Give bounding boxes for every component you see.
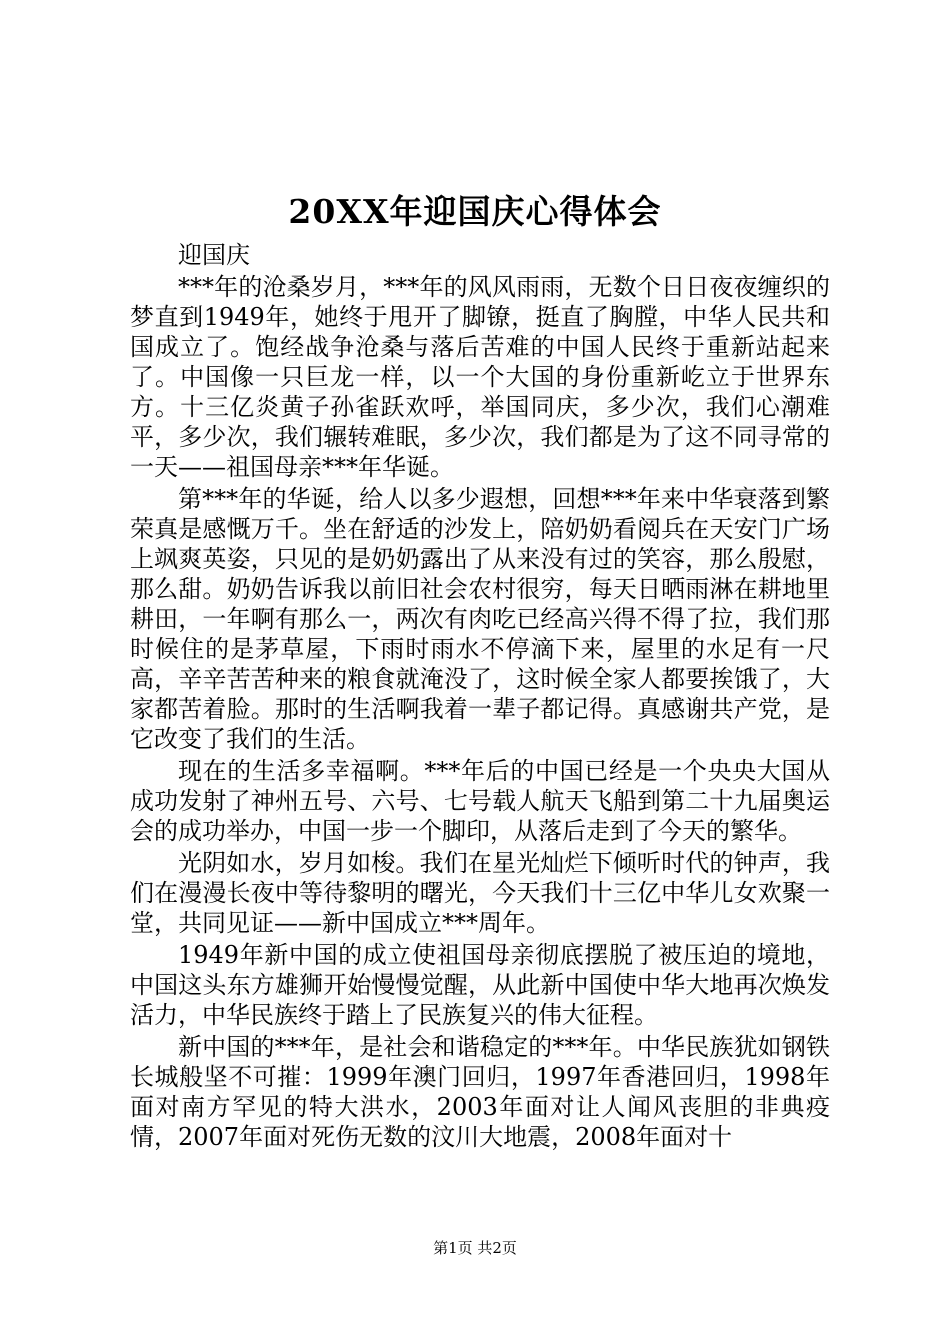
document-title: 20XX年迎国庆心得体会 <box>288 192 662 231</box>
paragraph: 第***年的华诞，给人以多少遐想，回想***年来中华衰落到繁荣真是感慨万千。坐在舒适的沙发上，陪奶奶看阅兵在天安门广场上飒爽英姿，只见的是奶奶露出了从来没有过的笑容，那么殷慰，那么甜。奶奶告诉我以前旧社会农村很穷，每天日晒雨淋在耕地里耕田，一年啊有那么一，两次有肉吃已经高兴得不得了拉，我们那时候住的是茅草屋，下雨时雨水不停滴下来，屋里的水足有一尺高，辛辛苦苦种来的粮食就淹没了，这时候全家人都要挨饿了，大家都苦着脸。那时的生活啊我着一辈子都记得。真感谢共产党，是它改变了我们的生活。 <box>130 485 830 753</box>
paragraph: ***年的沧桑岁月，***年的风风雨雨，无数个日日夜夜缠织的梦直到1949年，她终于甩开了脚镣，挺直了胸膛，中华人民共和国成立了。饱经战争沧桑与落后苦难的中国人民终于重新站起来了。中国像一只巨龙一样，以一个大国的身份重新屹立于世界东方。十三亿炎黄子孙雀跃欢呼，举国同庆，多少次，我们心潮难平，多少次，我们辗转难眠，多少次，我们都是为了这不同寻常的一天——祖国母亲***年华诞。 <box>130 273 830 481</box>
document-body <box>130 240 830 1154</box>
paragraph: 1949年新中国的成立使祖国母亲彻底摆脱了被压迫的境地，中国这头东方雄狮开始慢慢觉醒，从此新中国使中华大地再次焕发活力，中华民族终于踏上了民族复兴的伟大征程。 <box>130 941 830 1029</box>
page-footer: 第1页 共2页 <box>433 1239 517 1257</box>
paragraph: 光阴如水，岁月如梭。我们在星光灿烂下倾听时代的钟声，我们在漫漫长夜中等待黎明的曙光，今天我们十三亿中华儿女欢聚一堂，共同见证——新中国成立***周年。 <box>130 849 830 937</box>
paragraph: 现在的生活多幸福啊。***年后的中国已经是一个央央大国从成功发射了神州五号、六号、七号载人航天飞船到第二十九届奥运会的成功举办，中国一步一个脚印，从落后走到了今天的繁华。 <box>130 757 830 845</box>
paragraph: 迎国庆 <box>178 241 250 269</box>
paragraph: 新中国的***年，是社会和谐稳定的***年。中华民族犹如钢铁长城般坚不可摧：1999年澳门回归，1997年香港回归，1998年面对南方罕见的特大洪水，2003年面对让人闻风丧胆的非典疫情，2007年面对死伤无数的汶川大地震，2008年面对十 <box>130 1033 830 1151</box>
